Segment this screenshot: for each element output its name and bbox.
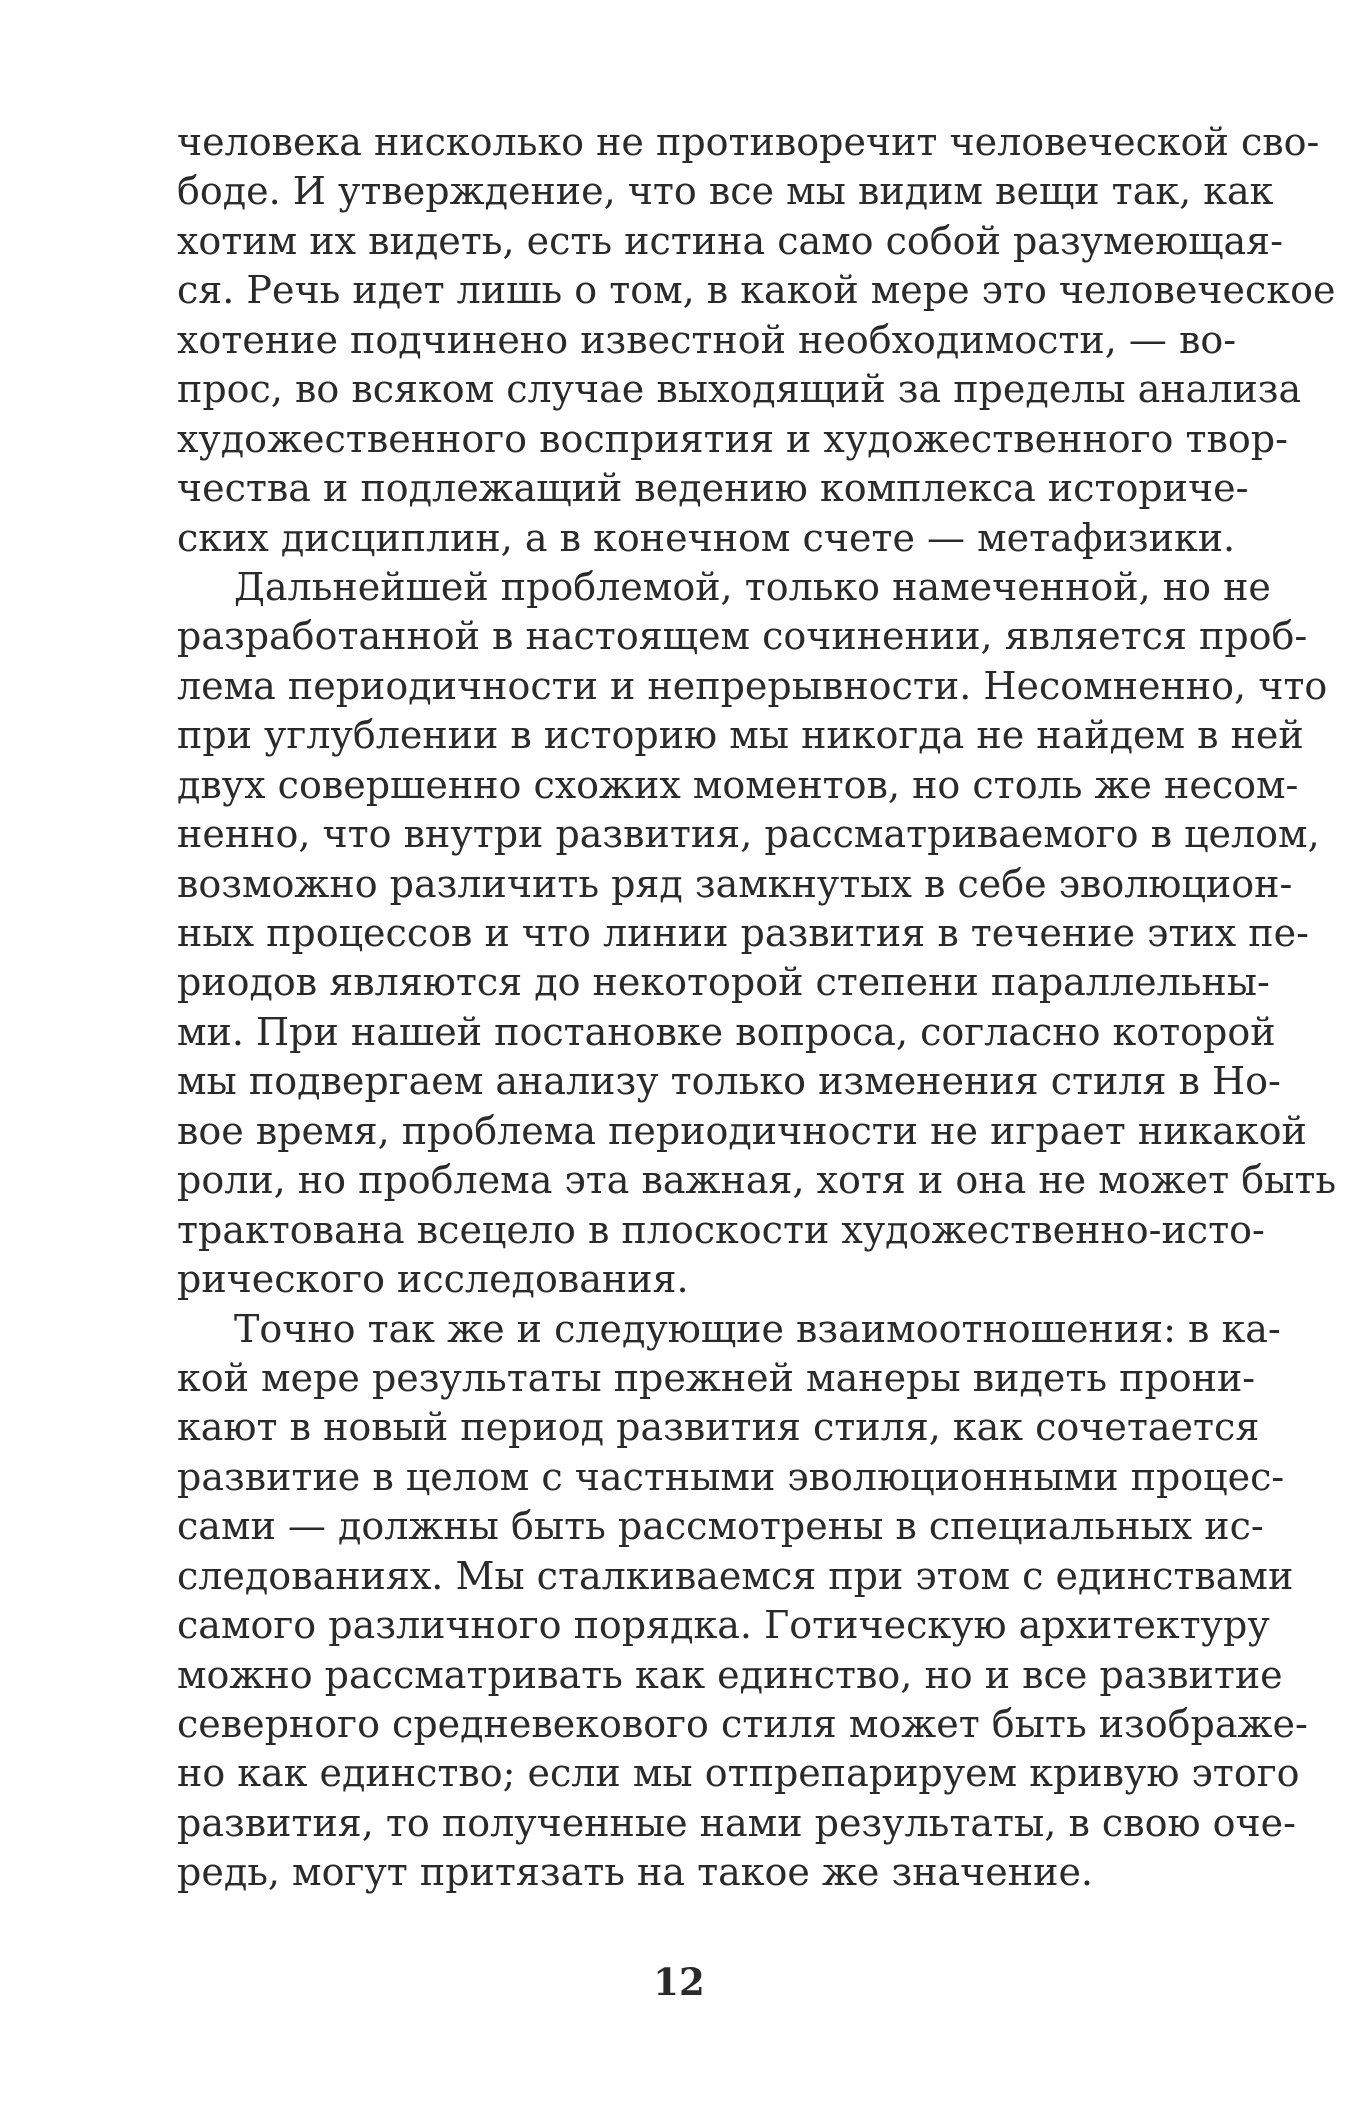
text-line: хотим их видеть, есть истина само собой разумеющая- [177,218,1283,263]
text-line: ских дисциплин, а в конечном счете — метафизики. [177,515,1236,560]
text-line: двух совершенно схожих моментов, но столь же несом- [177,762,1299,807]
page-number: 12 [653,1960,705,2004]
text-line: человека нисколько не противоречит человеческой сво- [177,120,1320,164]
text-line: Точно так же и следующие взаимоотношения: в ка- [234,1306,1281,1351]
text-line: кают в новый период развития стиля, как сочетается [177,1405,1260,1450]
text-line: возможно различить ряд замкнутых в себе эволюцион- [177,861,1293,906]
body-text [177,118,1337,1898]
text-line: следованиях. Мы сталкиваемся при этом с единствами [177,1553,1294,1598]
text-line: вое время, проблема периодичности не играет никакой [177,1108,1307,1153]
text-line: развития, то полученные нами результаты, в свою оче- [177,1800,1296,1845]
text-line: развитие в целом с частными эволюционными процес- [177,1454,1285,1499]
text-line: самого различного порядка. Готическую архитектуру [177,1603,1270,1648]
text-line: ми. При нашей постановке вопроса, согласно которой [177,1009,1276,1054]
text-line: ненно, что внутри развития, рассматриваемого в целом, [177,812,1320,857]
text-line: разработанной в настоящем сочинении, является проб- [177,614,1308,659]
paragraph-1 [177,118,1336,563]
text-line: роли, но проблема эта важная, хотя и она не может быть [177,1158,1337,1203]
text-line: кой мере результаты прежней манеры видеть прони- [177,1355,1256,1400]
paragraph-2 [177,563,1337,1305]
text-line: боде. И утверждение, что все мы видим вещи так, как [177,169,1274,214]
text-line: риодов являются до некоторой степени параллельны- [177,960,1270,1005]
text-line: лема периодичности и непрерывности. Несомненно, что [177,663,1328,708]
text-line: трактована всецело в плоскости художественно-исто- [177,1207,1265,1252]
text-line: северного средневекового стиля может быть изображе- [177,1702,1308,1746]
text-line: можно рассматривать как единство, но и все развитие [177,1652,1283,1697]
text-line: ных процессов и что линии развития в течение этих пе- [177,911,1309,955]
text-line: мы подвергаем анализу только изменения стиля в Но- [177,1059,1281,1104]
text-line: прос, во всяком случае выходящий за пределы анализа [177,367,1302,412]
text-line: сами — должны быть рассмотрены в специальных ис- [177,1504,1264,1549]
text-line: редь, могут притязать на такое же значение. [177,1850,1094,1895]
text-line: хотение подчинено известной необходимости, — во- [177,317,1237,362]
text-line: рического исследования. [177,1257,689,1302]
text-line: чества и подлежащий ведению комплекса историче- [177,466,1249,511]
paragraph-3 [177,1305,1308,1898]
text-line: Дальнейшей проблемой, только намеченной, но не [234,564,1271,609]
text-line: художественного восприятия и художественного твор- [177,416,1288,461]
text-line: но как единство; если мы отпрепарируем кривую этого [177,1751,1300,1796]
text-line: при углублении в историю мы никогда не найдем в ней [177,713,1304,758]
text-line: ся. Речь идет лишь о том, в какой мере это человеческое [177,268,1336,313]
